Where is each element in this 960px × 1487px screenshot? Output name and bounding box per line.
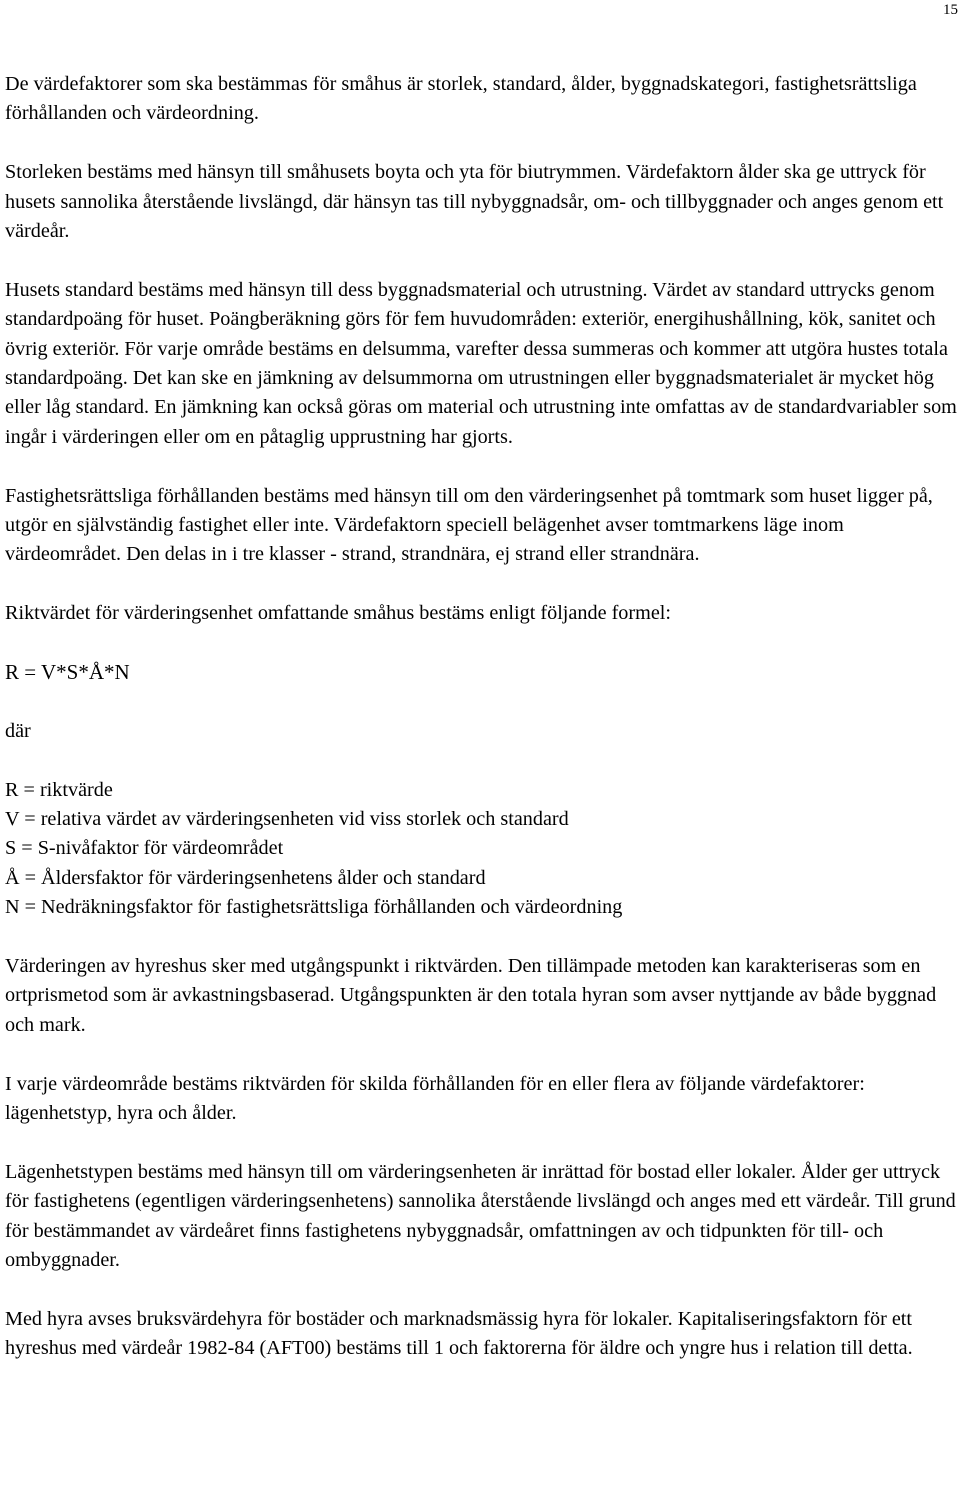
formula: R = V*S*Å*N: [5, 660, 130, 685]
paragraph-legal-conditions: Fastighetsrättsliga förhållanden bestäms med hänsyn till om den värderingsenhet på tomtmark som huset ligger på, utgör en självständig fastighet eller inte. Värdefaktorn speciell belägenhet avser tomtmarkens läge inom värdeområdet. Den delas in i tre klasser - strand, strandnära, ej strand eller strandnära.: [5, 484, 933, 566]
definition-item: S = S-nivåfaktor för värdeområdet: [5, 837, 284, 860]
paragraph-apartment-type: Lägenhetstypen bestäms med hänsyn till om värderingsenheten är inrättad för bostad eller lokaler. Ålder ger uttryck för fastighetens (egentligen värderingsenhetens) sannolika återstående livslängd och anges med ett värdeår. Till grund för bestämmandet av värdeåret finns fastighetens nybyggnadsår, omfattningen av och tidpunkten för till- och ombyggnader.: [5, 1160, 956, 1272]
definition-list: [5, 776, 957, 923]
paragraph-formula-intro: Riktvärdet för värderingsenhet omfattande småhus bestäms enligt följande formel:: [5, 602, 671, 625]
document-body: [5, 70, 957, 1393]
where-label: där: [5, 719, 31, 742]
paragraph-rental-valuation: Värderingen av hyreshus sker med utgångspunkt i riktvärden. Den tillämpade metoden kan karakteriseras som en ortprismetod som är avkastningsbaserad. Utgångspunkten är den totala hyran som avser nyttjande av både byggnad och mark.: [5, 955, 937, 1036]
definition-item: N = Nedräkningsfaktor för fastighetsrättsliga förhållanden och värdeordning: [5, 896, 623, 919]
definition-item: R = riktvärde: [5, 778, 113, 801]
paragraph-value-factors: De värdefaktorer som ska bestämmas för småhus är storlek, standard, ålder, byggnadskategori, fastighetsrättsliga förhållanden och värdeordning.: [5, 73, 917, 125]
paragraph-size-age: Storleken bestäms med hänsyn till småhusets boyta och yta för biutrymmen. Värdefaktorn ålder ska ge uttryck för husets sannolika återstående livslängd, där hänsyn tas till nybyggnadsår, om- och tillbyggnader och anges genom ett värdeår.: [5, 161, 944, 243]
definition-item: Å = Åldersfaktor för värderingsenhetens ålder och standard: [5, 866, 486, 889]
paragraph-standard: Husets standard bestäms med hänsyn till dess byggnadsmaterial och utrustning. Värdet av standard uttrycks genom standardpoäng för huset. Poängberäkning görs för fem huvudområden: exteriör, energihushållning, kök, sanitet och övrig exteriör. För varje område bestäms en delsumma, varefter dessa summeras och kommer att utgöra hustes totala standardpoäng. Det kan ske en jämkning av delsummorna om utrustningen eller byggnadsmaterialet är mycket hög eller låg standard. En jämkning kan också göras om material och utrustning inte omfattas av de standardvariabler som ingår i värderingen eller om en påtaglig upprustning har gjorts.: [5, 278, 957, 448]
paragraph-rent: Med hyra avses bruksvärdehyra för bostäder och marknadsmässig hyra för lokaler. Kapitaliseringsfaktorn för ett hyreshus med värdeår 1982-84 (AFT00) bestäms till 1 och faktorerna för äldre och yngre hus i relation till detta.: [5, 1307, 913, 1360]
page-number: 15: [943, 2, 958, 18]
paragraph-value-area: I varje värdeområde bestäms riktvärden för skilda förhållanden för en eller flera av följande värdefaktorer: lägenhetstyp, hyra och ålder.: [5, 1072, 865, 1125]
definition-item: V = relativa värdet av värderingsenheten vid viss storlek och standard: [5, 808, 569, 831]
